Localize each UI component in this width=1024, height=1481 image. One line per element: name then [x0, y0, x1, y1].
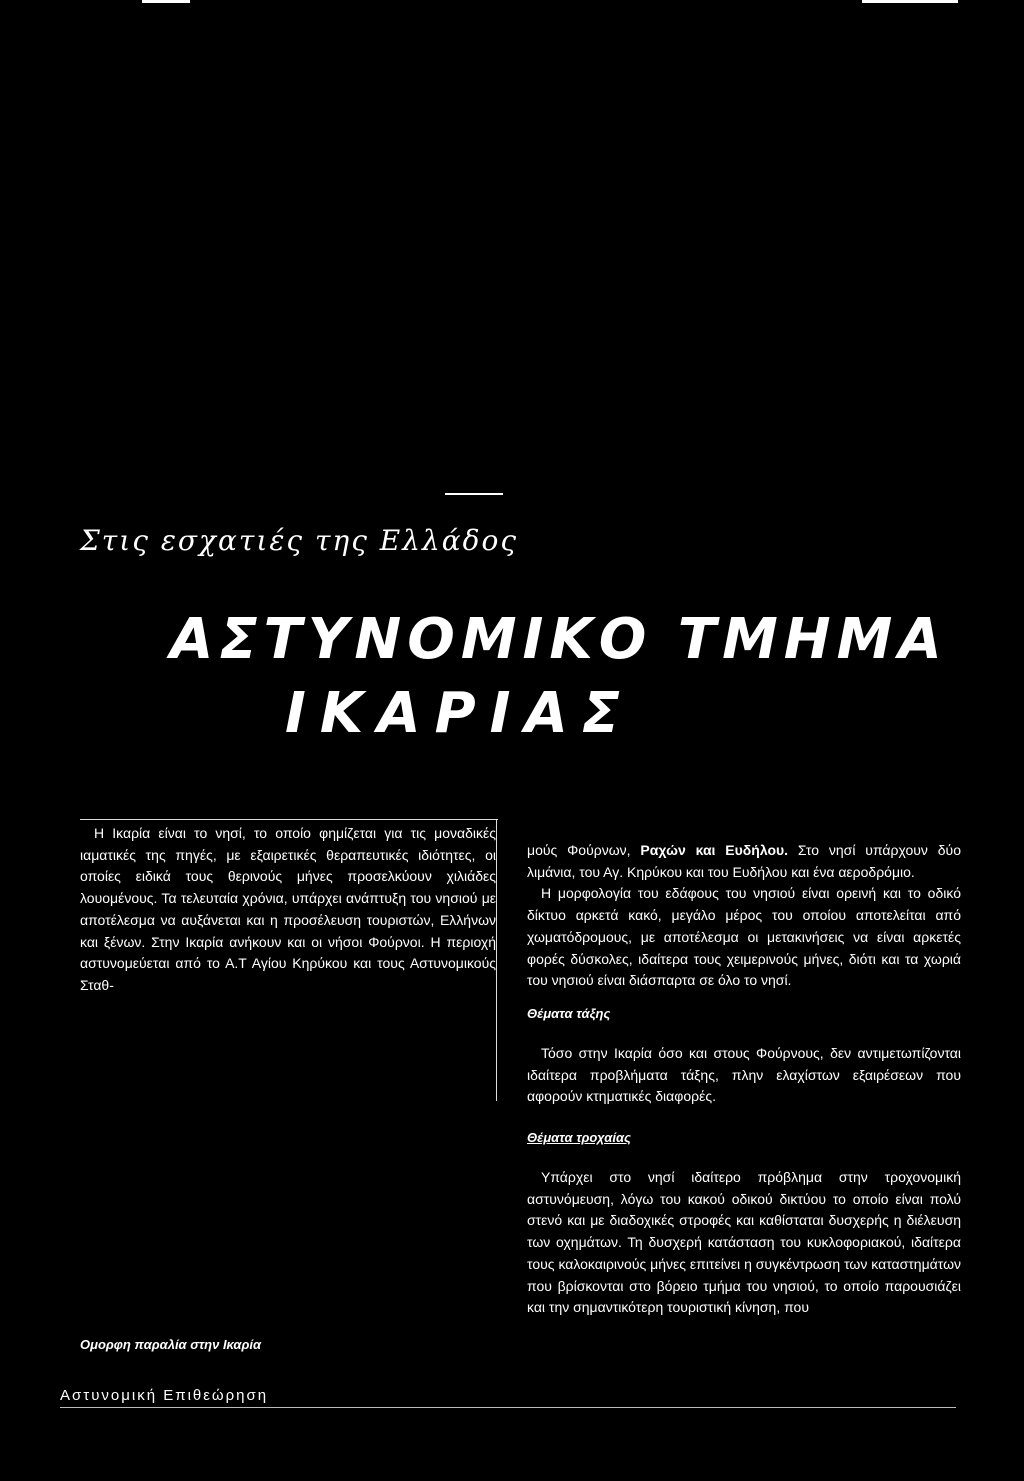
headline-line-2: ΙΚΑΡΙΑΣ: [285, 681, 635, 746]
left-column-text: Η Ικαρία είναι το νησί, το οποίο φημίζεται για τις μοναδικές ιαματικές της πηγές, με εξαιρετικές θεραπευτικές ιδιότητες, οι οποίες ειδικά τους θερινούς μήνες προσελκύουν χιλιάδες λουομένους. Τα τελευταία χρόνια, υπάρχει ανάπτυξη του νησιού με αποτέλεσμα να αυξάνεται και η προσέλευση τουριστών, Ελλήνων και ξένων. Στην Ικαρία ανήκουν και οι νήσοι Φούρνοι. Η περιοχή αστυνομεύεται από το Α.Τ Αγίου Κηρύκου και τους Αστυνομικούς Σταθ-: [80, 825, 496, 993]
kicker: Στις εσχατιές της Ελλάδος: [80, 524, 519, 557]
section-text-traffic: Υπάρχει στο νησί ιδαίτερο πρόβλημα στην τροχονομική αστυνόμευση, λόγω του κακού οδικού δικτύου το οποίο είναι πολύ στενό και με διαδοχικές στροφές και καθίσταται δυσχερής η διέλευση των οχημάτων. Τη δυσχερή κατάσταση του κυκλοφοριακού, ιδαίτερα τους καλοκαιρινούς μήνες επιτείνει η συγκέντρωση των καταστημάτων που βρίσκονται στο βόρειο τμήμα του νησιού, το οποίο παρουσιάζει και την σημαντικότερη τουριστική κίνηση, που: [527, 1169, 961, 1316]
photo-frame-right: [496, 819, 497, 1101]
decorative-rule: [445, 493, 503, 495]
footer-publication-name: Αστυνομική Επιθεώρηση: [60, 1387, 269, 1404]
right-paragraph-2: Η μορφολογία του εδάφους του νησιού είναι ορεινή και το οδικό δίκτυο αρκετά κακό, μεγάλο μέρος του οποίου αποτελείται από χωματόδρομους, με αποτέλεσμα οι μετακινήσεις να είναι αρκετές φορές δύσκολες, ιδαίτερα τους χειμερινούς μήνες, διότι και τα χωριά του νησιού είναι διάσπαρτα σε όλο το νησί.: [527, 885, 961, 989]
right-column: [527, 840, 961, 1319]
top-edge-mark: [142, 0, 190, 3]
photo-frame-top: [80, 819, 498, 820]
footer-rule: [60, 1407, 956, 1408]
top-edge-mark: [862, 0, 958, 3]
section-text-order: Τόσο στην Ικαρία όσο και στους Φούρνους, δεν αντιμετωπίζονται ιδαίτερα προβλήματα τάξης, πλην ελαχίστων εξαιρέσεων που αφορούν κτηματικές διαφορές.: [527, 1044, 961, 1105]
right-paragraph-1: μούς Φούρνων, Ραχών και Ευδήλου. Στο νησί υπάρχουν δύο λιμάνια, του Αγ. Κηρύκου και του Ευδήλου και ένα αεροδρόμιο.: [527, 842, 961, 880]
photo-caption: Ομορφη παραλία στην Ικαρία: [80, 1337, 262, 1352]
section-title-order: Θέματα τάξης: [527, 1005, 611, 1021]
headline-line-1: ΑΣΤΥΝΟΜΙΚΟ ΤΜΗΜΑ: [170, 607, 948, 672]
section-title-traffic: Θέματα τροχαίας: [527, 1130, 631, 1146]
